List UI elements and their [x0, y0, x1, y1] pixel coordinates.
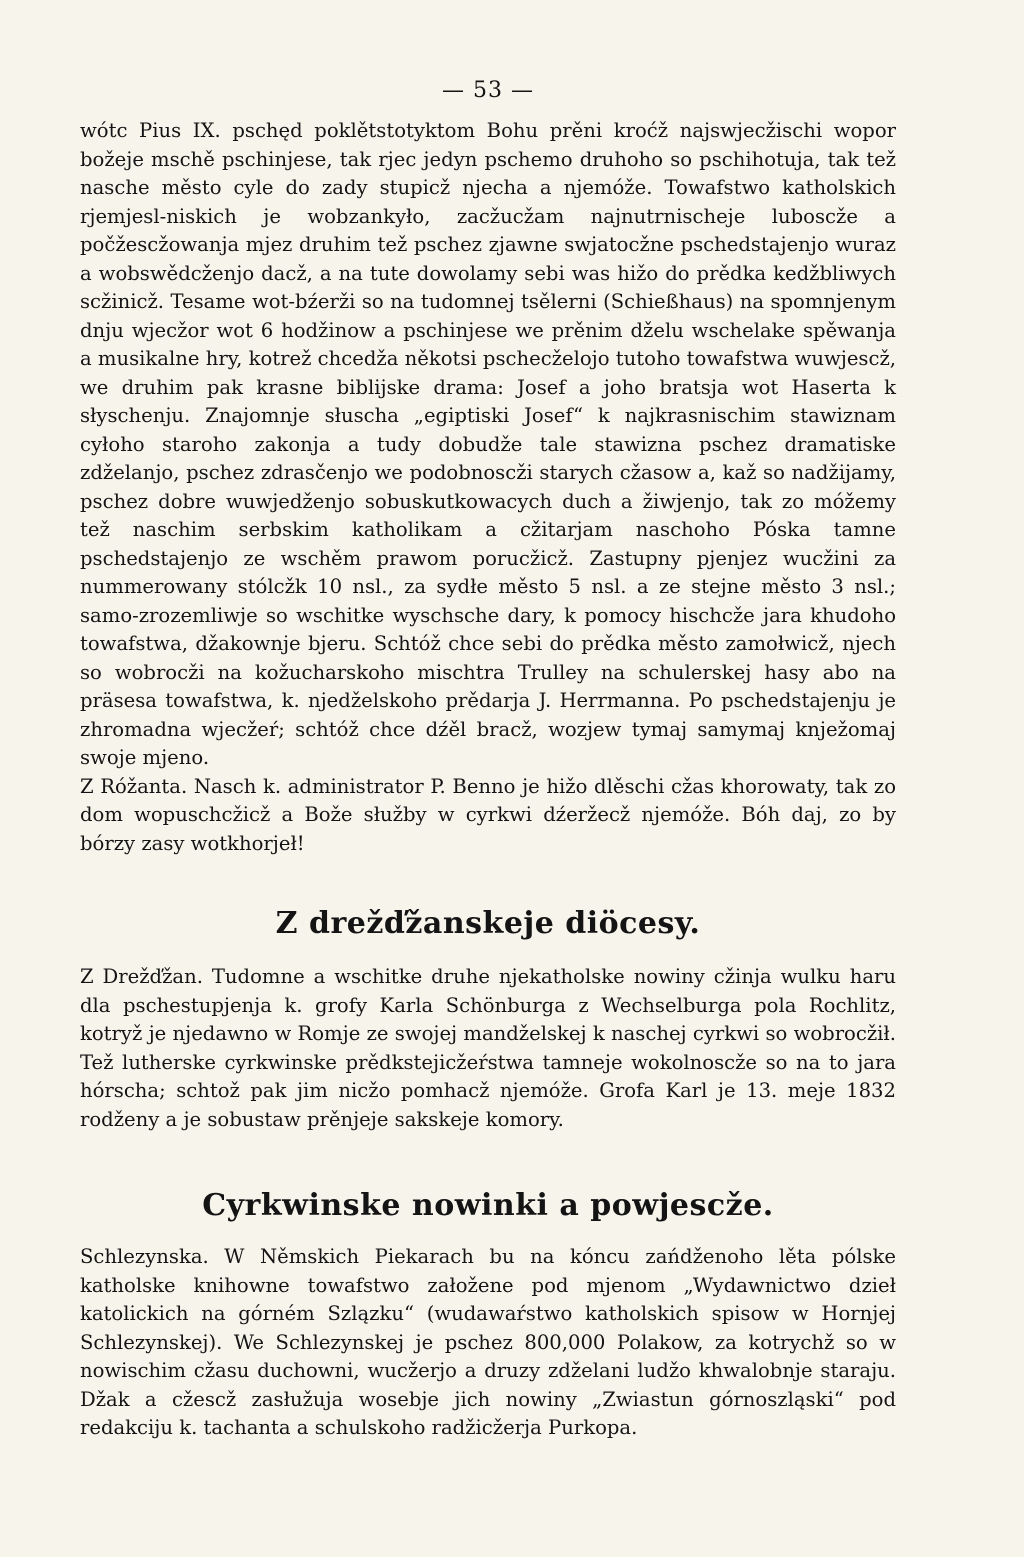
section-title-dresden-diocese: Z drežďžanskeje diöcesy. — [275, 906, 701, 941]
paragraph-dresden: Z Drežďžan. Tudomne a wschitke druhe njekatholske nowiny cžinja wulku haru dla pschestupjenja k. grofy Karla Schönburga z Wechselburga pola Rochlitz, kotryž je njedawno w Romje ze swojej mandželskej k naschej cyrkwi so wobrocžił. Tež lutherske cyrkwinske prědkstejicžeŕstwa tamneje wokolnoscže so na to jara hórscha; schtož pak jim nicžo pomhacž njemóže. Grofa Karl je 13. meje 1832 rodženy a je sobustaw prěnjeje sakskeje komory. — [80, 965, 896, 1131]
paragraph-silesia: Schlezynska. W Němskich Piekarach bu na kóncu zańdženoho lěta pólske katholske knihowne towafstwo załožene pod mjenom „Wydawnictwo dzieł katolickich na górném Szlązku“ (wudawaŕstwo katholskich spisow w Hornjej Schlezynskej). We Schlezynskej je pschez 800,000 Polakow, za kotrychž so w nowischim cžasu duchowni, wucžerjo a druzy zdželani ludžo khwalobnje staraju. Džak a cžescž zasłužuja wosebje jich nowiny „Zwiastun górnoszląski“ pod redakciju k. tachanta a schulskoho radžicžerja Purkopa. — [80, 1245, 896, 1439]
section-title-church-news: Cyrkwinske nowinki a powjescže. — [202, 1188, 774, 1223]
paragraph-pius-celebration: wótc Pius IX. pschęd poklětstotyktom Bohu prěni kroćž najswjecžischi wopor božeje mschě pschinjese, tak rjec jedyn pschemo druhoho so pschihotuja, tak tež nasche město cyle do zady stupicž njecha a njemóže. Towafstwo katholskich rjemjesl-niskich je wobzankyło, zacžucžam najnutrnischeje luboscže a počžescžowanja mjez druhim tež pschez zjawne swjatocžne pschedstajenjo wuraz a wobswědcženjo dacž, a na tute dowolamy sebi was hižo do prědka kedžbliwych scžinicž. Tesame wot-bźerži so na tudomnej tsělerni (Schießhaus) na spomnjenym dnju wjecžor wot 6 hodžinow a pschinjese we prěnim dželu wschelake spěwanja a musikalne hry, kotrež chcedža někotsi pschecželojo tutoho towafstwa wuwjescž, we druhim pak krasne biblijske drama: Josef a joho bratsja wot Haserta k słyschenju. Znajomnje słuscha „egiptiski Josef“ k najkrasnischim stawiznam cyłoho staroho zakonja a tudy dobudže tale stawizna pschez dramatiske zdželanjo, pschez zdrasčenjo we podobnoscži starych cžasow a, kaž so nadžijamy, pschez dobre wuwjedženjo sobuskutkowacych duch a žiwjenjo, tak zo móžemy tež naschim serbskim katholikam a cžitarjam naschoho Póska tamne pschedstajenjo ze wschěm prawom porucžicž. Zastupny pjenjez wucžini za nummerowany stólcžk 10 nsl., za sydłe město 5 nsl. a ze stejne město 3 nsl.; samo-zrozemliwje so wschitke wyschsche dary, k pomocy hischcže jara khudoho towafstwa, džakownje bjeru. Schtóž chce sebi do prědka město zamołwicž, njech so wobrocži na kožucharskoho mischtra Trulley na schulerskej hasy abo na präsesa towafstwa, k. njedželskoho prědarja J. Herrmanna. Po pschedstajenju je zhromadna wjecžeŕ; schtóž chce dźěl bracž, wozjew tymaj samymaj knježomaj swoje mjeno. — [80, 119, 896, 769]
paragraph-rozant: Z Róžanta. Nasch k. administrator P. Benno je hižo dlěschi cžas khorowaty, tak zo dom wopuschcžicž a Bože słužby w cyrkwi dźeržecž njemóže. Bóh daj, zo by bórzy zasy wotkhorjeł! — [80, 774, 896, 855]
page-number: — 53 — — [442, 78, 534, 103]
